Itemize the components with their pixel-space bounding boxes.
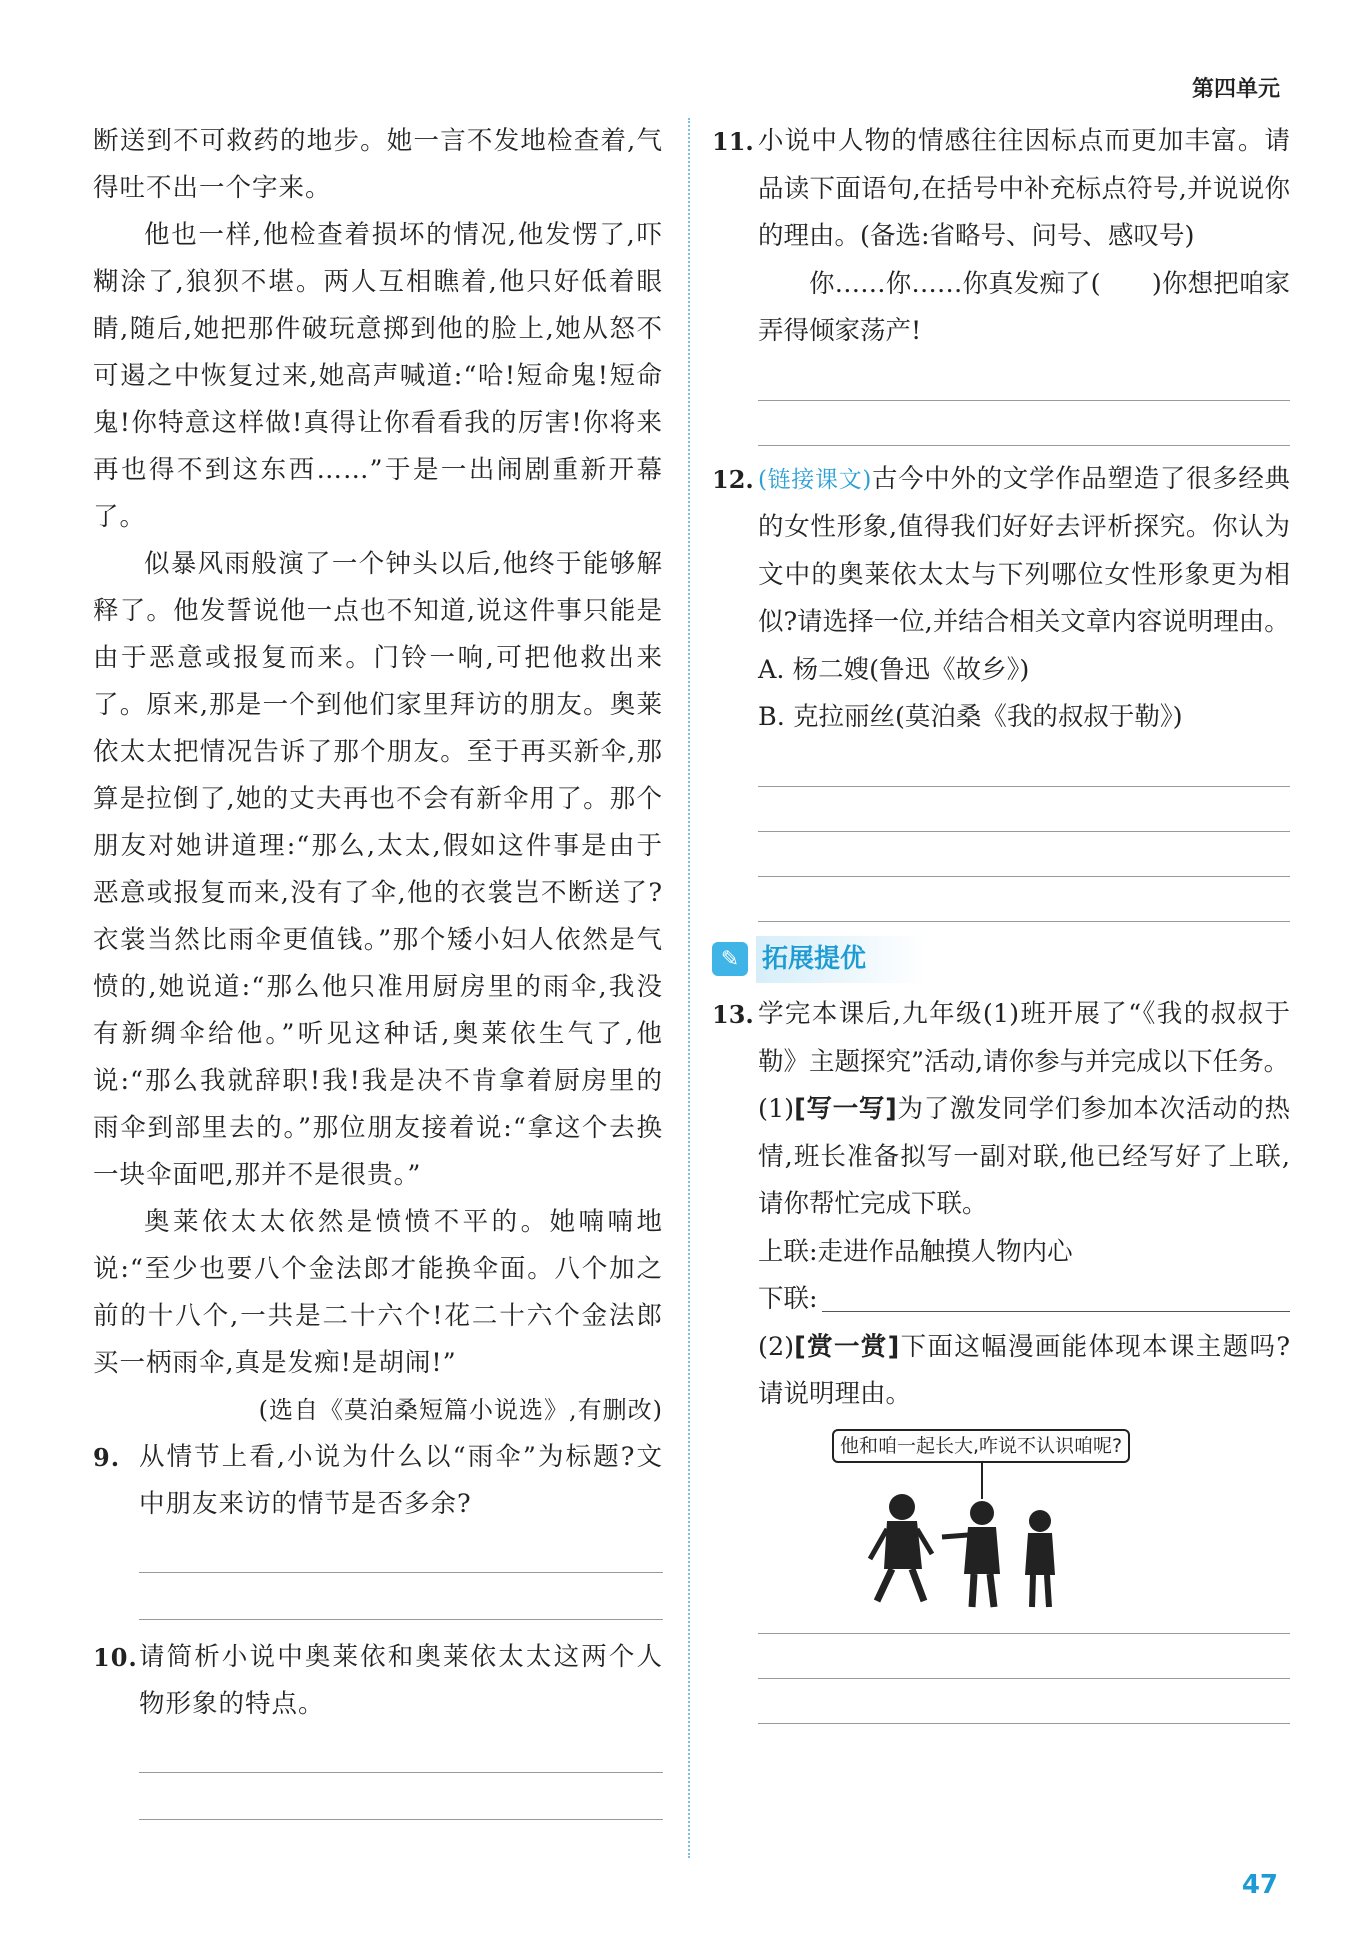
answer-area-12[interactable] [712, 786, 1290, 922]
task-1-label: [写一写] [794, 1094, 897, 1124]
pencil-icon: ✎ [712, 942, 748, 976]
question-11 [712, 118, 1290, 356]
answer-line [139, 1619, 663, 1620]
option-a: A. 杨二嫂(鲁迅《故乡》) [758, 654, 1030, 685]
answer-area-9[interactable] [93, 1572, 663, 1620]
cartoon-illustration [832, 1429, 1162, 1619]
lower-couplet-row [712, 1276, 1290, 1324]
answer-line [758, 921, 1290, 922]
right-column [712, 118, 1290, 1724]
task-1: (1)[写一写]为了激发同学们参加本次活动的热情,班长准备拟写一副对联,他已经写好了上联,请你帮忙完成下联。 [758, 1094, 1290, 1219]
link-text-tag: (链接课文) [758, 466, 872, 493]
cartoon-figures-icon [832, 1429, 1162, 1619]
question-body: 古今中外的文学作品塑造了很多经典的女性形象,值得我们好好去评析探究。你认为文中的奥莱依太太与下列哪位女性形象更为相似?请选择一位,并结合相关文章内容说明理由。 [758, 463, 1290, 637]
question-number: 12. [712, 464, 754, 494]
question-number: 13. [712, 1000, 754, 1029]
answer-line [758, 1633, 1290, 1634]
task-1-text: 为了激发同学们参加本次活动的热情,班长准备拟写一副对联,他已经写好了上联,请你帮忙完成下联。 [758, 1094, 1290, 1219]
answer-line [139, 1819, 663, 1820]
answer-area-10[interactable] [93, 1772, 663, 1820]
task-2-text: 下面这幅漫画能体现本课主题吗?请说明理由。 [758, 1331, 1290, 1409]
lower-couplet-input[interactable] [822, 1276, 1290, 1312]
passage-source: (选自《莫泊桑短篇小说选》,有删改) [258, 1396, 663, 1424]
answer-line [758, 1678, 1290, 1679]
question-number: 10. [93, 1643, 138, 1672]
answer-line [758, 876, 1290, 877]
passage-paragraph-4: 奥莱依太太依然是愤愤不平的。她喃喃地说:“至少也要八个金法郎才能换伞面。八个加之前的十八个,一共是二十六个!花二十六个金法郎买一柄雨伞,真是发痴!是胡闹!” [93, 1207, 663, 1378]
page-number: 47 [1241, 1870, 1278, 1900]
answer-area-13[interactable] [712, 1633, 1290, 1724]
upper-couplet: 上联:走进作品触摸人物内心 [758, 1236, 1073, 1267]
answer-area-11[interactable] [712, 400, 1290, 446]
left-column [93, 118, 663, 1820]
question-quote: 你……你……你真发痴了( )你想把咱家弄得倾家荡产! [758, 268, 1290, 346]
section-title: 拓展提优 [756, 936, 926, 984]
passage-paragraph-3: 似暴风雨般演了一个钟头以后,他终于能够解释了。他发誓说他一点也不知道,说这件事只能是由于恶意或报复而来。门铃一响,可把他救出来了。原来,那是一个到他们家里拜访的朋友。奥莱依太太把情况告诉了那个朋友。至于再买新伞,那算是拉倒了,她的丈夫再也不会有新伞用了。那个朋友对她讲道理:“那么,太太,假如这件事是由于恶意或报复而来,没有了伞,他的衣裳岂不断送了?衣裳当然比雨伞更值钱。”那个矮小妇人依然是气愤的,她说道:“那么他只准用厨房里的雨伞,我没有新绸伞给他。”听见这种话,奥莱依生气了,他说:“那么我就辞职!我!我是决不肯拿着厨房里的雨伞到部里去的。”那位朋友接着说:“拿这个去换一块伞面吧,那并不是很贵。” [93, 549, 663, 1190]
question-10 [93, 1634, 663, 1728]
question-13 [712, 991, 1290, 1086]
passage-paragraph-2: 他也一样,他检查着损坏的情况,他发愣了,吓糊涂了,狼狈不堪。两人互相瞧着,他只好低着眼睛,随后,她把那件破玩意掷到他的脸上,她从怒不可遏之中恢复过来,她高声喊道:“哈!短命鬼!短命鬼!你特意这样做!真得让你看看我的厉害!你将来再也得不到这东西……”于是一出闹剧重新开幕了。 [93, 220, 663, 532]
question-12 [712, 456, 1290, 647]
question-text: 请简析小说中奥莱依和奥莱依太太这两个人物形象的特点。 [139, 1642, 663, 1719]
section-header [712, 936, 1290, 984]
answer-line [758, 786, 1290, 787]
option-b: B. 克拉丽丝(莫泊桑《我的叔叔于勒》) [758, 702, 1183, 732]
question-text: 从情节上看,小说为什么以“雨伞”为标题?文中朋友来访的情节是否多余? [139, 1442, 663, 1519]
question-text: 学完本课后,九年级(1)班开展了“《我的叔叔于勒》主题探究”活动,请你参与并完成以下任务。 [758, 999, 1290, 1077]
unit-title: 第四单元 [1191, 77, 1280, 102]
answer-line [139, 1772, 663, 1773]
answer-line [758, 1723, 1290, 1724]
question-number: 9. [93, 1443, 121, 1472]
question-9 [93, 1434, 663, 1528]
question-number: 11. [712, 127, 754, 156]
task-2: (2)[赏一赏]下面这幅漫画能体现本课主题吗?请说明理由。 [758, 1331, 1290, 1409]
speech-bubble: 他和咱一起长大,咋说不认识咱呢? [832, 1429, 1130, 1463]
question-text [758, 456, 1290, 647]
column-divider [688, 118, 690, 1858]
answer-line [139, 1572, 663, 1573]
lower-couplet-label: 下联: [758, 1284, 818, 1314]
question-text: 小说中人物的情感往往因标点而更加丰富。请品读下面语句,在括号中补充标点符号,并说说你的理由。(备选:省略号、问号、感叹号) [758, 126, 1290, 251]
answer-line [758, 400, 1290, 401]
answer-line [758, 445, 1290, 446]
answer-line [758, 831, 1290, 832]
passage-paragraph-1: 断送到不可救药的地步。她一言不发地检查着,气得吐不出一个字来。 [93, 126, 663, 203]
task-2-label: [赏一赏] [794, 1331, 900, 1362]
